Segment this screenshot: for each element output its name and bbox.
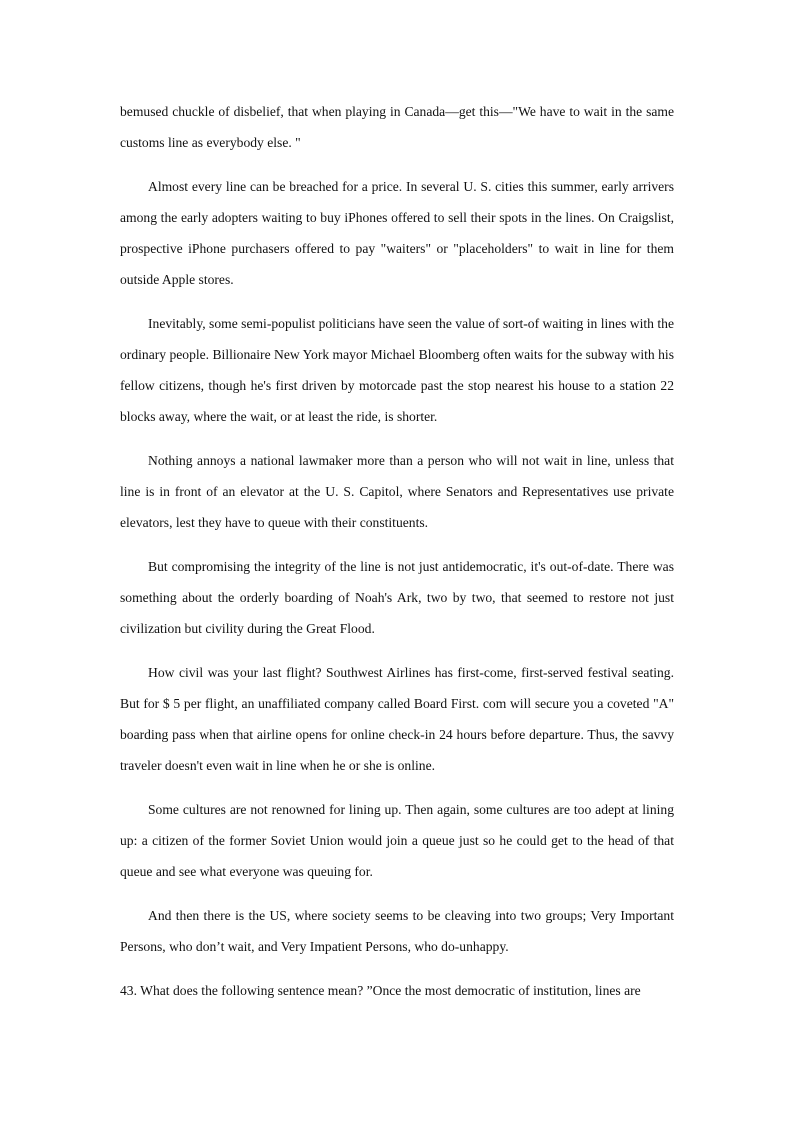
paragraph-continued: bemused chuckle of disbelief, that when playing in Canada—get this—"We have to wait in the same customs line as everybody else. " [120, 104, 674, 150]
paragraph: Nothing annoys a national lawmaker more than a person who will not wait in line, unless that line is in front of an elevator at the U. S. Capitol, where Senators and Representatives use private elevators, lest they have to queue with their constituents. [120, 453, 674, 530]
question-43: 43. What does the following sentence mean? ”Once the most democratic of institution, lines are [120, 983, 641, 998]
paragraph: How civil was your last flight? Southwest Airlines has first-come, first-served festival seating. But for $ 5 per flight, an unaffiliated company called Board First. com will secure you a coveted "A" boarding pass when that airline opens for online check-in 24 hours before departure. Thus, the savvy traveler doesn't even wait in line when he or she is online. [120, 665, 674, 773]
document-body [120, 96, 674, 1006]
paragraph: Almost every line can be breached for a price. In several U. S. cities this summer, early arrivers among the early adopters waiting to buy iPhones offered to sell their spots in the lines. On Craigslist, prospective iPhone purchasers offered to pay "waiters" or "placeholders" to wait in line for them outside Apple stores. [120, 179, 674, 287]
paragraph: But compromising the integrity of the line is not just antidemocratic, it's out-of-date. There was something about the orderly boarding of Noah's Ark, two by two, that seemed to restore not just civilization but civility during the Great Flood. [120, 559, 674, 636]
paragraph: Inevitably, some semi-populist politicians have seen the value of sort-of waiting in lines with the ordinary people. Billionaire New York mayor Michael Bloomberg often waits for the subway with his fellow citizens, though he's first driven by motorcade past the stop nearest his house to a station 22 blocks away, where the wait, or at least the ride, is shorter. [120, 316, 674, 424]
paragraph: And then there is the US, where society seems to be cleaving into two groups; Very Important Persons, who don’t wait, and Very Impatient Persons, who do-unhappy. [120, 908, 674, 954]
paragraph: Some cultures are not renowned for lining up. Then again, some cultures are too adept at lining up: a citizen of the former Soviet Union would join a queue just so he could get to the head of that queue and see what everyone was queuing for. [120, 802, 674, 879]
